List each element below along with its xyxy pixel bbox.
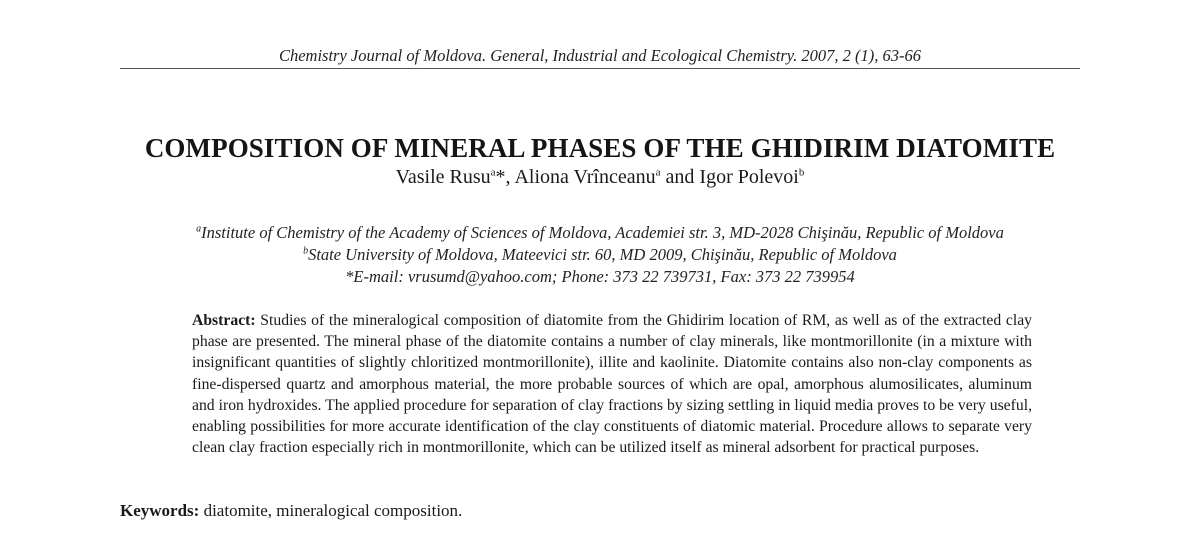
affiliation-b: [0, 245, 1200, 265]
corresponding-author-mark: *: [495, 166, 506, 188]
keywords-text: diatomite, mineralogical composition.: [199, 501, 463, 520]
affiliation-text: Institute of Chemistry of the Academy of Sciences of Moldova, Academiei str. 3, MD-2028 Chişinău, Republic of Moldova: [201, 223, 1004, 242]
affiliation-mark: a: [196, 223, 202, 235]
author-name: Igor Polevoi: [699, 166, 799, 188]
author-affiliation-mark: b: [798, 166, 805, 179]
article-title: COMPOSITION OF MINERAL PHASES OF THE GHIDIRIM DIATOMITE: [144, 133, 1056, 163]
author-separator: ,: [505, 166, 515, 188]
affiliation-a: [0, 223, 1200, 243]
header-divider: [120, 68, 1080, 69]
affiliation-mark: b: [303, 245, 309, 257]
author-name: Aliona Vrînceanu: [514, 166, 656, 188]
author-affiliation-mark: a: [655, 166, 661, 179]
author-list: [0, 166, 1200, 189]
journal-header: Chemistry Journal of Moldova. General, Industrial and Ecological Chemistry. 2007, 2 (1), 63-66: [278, 46, 922, 65]
abstract-label: Abstract:: [192, 312, 256, 329]
author-name: Vasile Rusu: [395, 166, 491, 188]
keywords-label: Keywords:: [120, 501, 200, 520]
contact-info: *E-mail: vrusumd@yahoo.com; Phone: 373 22 739731, Fax: 373 22 739954: [345, 267, 855, 286]
abstract-text: Studies of the mineralogical composition of diatomite from the Ghidirim location of RM, as well as of the extracted clay phase are presented. The mineral phase of the diatomite contains a number of clay minerals, like montmorillonite (in a mixture with insignificant quantities of slightly chloritized montmorillonite), illite and kaolinite. Diatomite contains also non-clay components as fine-dispersed quartz and amorphous material, the more probable sources of which are opal, amorphous alumosilicates, aluminum and iron hydroxides. The applied procedure for separation of clay fractions by sizing settling in liquid media proves to be very useful, enabling possibilities for more accurate identification of the clay constituents of diatomic material. Procedure allows to separate very clean clay fraction especially rich in montmorillonite, which can be utilized itself as mineral adsorbent for practical purposes.: [192, 312, 1032, 457]
author-separator: and: [660, 166, 700, 188]
abstract: [192, 310, 1032, 458]
keywords: [120, 501, 1080, 521]
affiliation-text: State University of Moldova, Mateevici str. 60, MD 2009, Chişinău, Republic of Moldova: [308, 245, 897, 264]
author-affiliation-mark: a: [490, 166, 496, 179]
